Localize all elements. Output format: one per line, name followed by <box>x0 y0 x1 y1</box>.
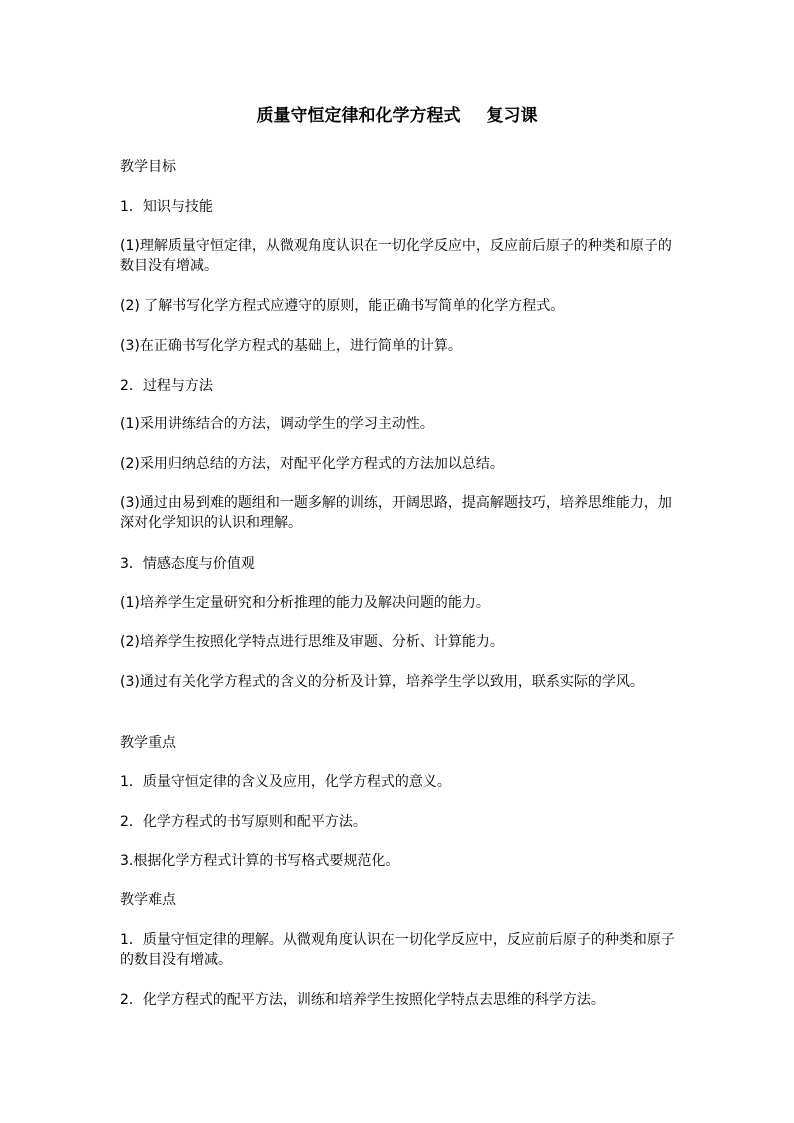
title-sub: 复习课 <box>486 106 538 126</box>
key-point-item-3: 3.根据化学方程式计算的书写格式要规范化。 <box>120 853 400 869</box>
knowledge-item-3: (3)在正确书写化学方程式的基础上，进行简单的计算。 <box>120 338 462 354</box>
objectives-heading: 教学目标 <box>120 159 176 175</box>
difficulty-item-1: 1．质量守恒定律的理解。从微观角度认识在一切化学反应中，反应前后原子的种类和原子的数目没有增减。 <box>120 932 675 968</box>
process-item-3: (3)通过由易到难的题组和一题多解的训练，开阔思路，提高解题技巧，培养思维能力，加深对化学知识的认识和理解。 <box>120 495 672 531</box>
process-heading: 2．过程与方法 <box>120 378 213 394</box>
difficulties-heading: 教学难点 <box>120 892 176 908</box>
key-point-item-2: 2．化学方程式的书写原则和配平方法。 <box>120 814 367 830</box>
knowledge-item-1: (1)理解质量守恒定律，从微观角度认识在一切化学反应中，反应前后原子的种类和原子的数目没有增减。 <box>120 238 672 274</box>
attitude-item-3: (3)通过有关化学方程式的含义的分析及计算，培养学生学以致用，联系实际的学风。 <box>120 674 644 690</box>
difficulty-item-2: 2．化学方程式的配平方法，训练和培养学生按照化学特点去思维的科学方法。 <box>120 992 605 1008</box>
knowledge-item-2: (2) 了解书写化学方程式应遵守的原则，能正确书写简单的化学方程式。 <box>120 298 565 314</box>
document-title <box>0 104 794 128</box>
process-item-2: (2)采用归纳总结的方法，对配平化学方程式的方法加以总结。 <box>120 456 504 472</box>
key-points-heading: 教学重点 <box>120 735 176 751</box>
knowledge-heading: 1．知识与技能 <box>120 199 213 215</box>
attitude-item-2: (2)培养学生按照化学特点进行思维及审题、分析、计算能力。 <box>120 634 504 650</box>
key-point-item-1: 1．质量守恒定律的含义及应用，化学方程式的意义。 <box>120 774 451 790</box>
attitude-heading: 3．情感态度与价值观 <box>120 556 255 572</box>
process-item-1: (1)采用讲练结合的方法，调动学生的学习主动性。 <box>120 416 434 432</box>
title-main: 质量守恒定律和化学方程式 <box>256 106 461 126</box>
attitude-item-1: (1)培养学生定量研究和分析推理的能力及解决问题的能力。 <box>120 595 490 611</box>
